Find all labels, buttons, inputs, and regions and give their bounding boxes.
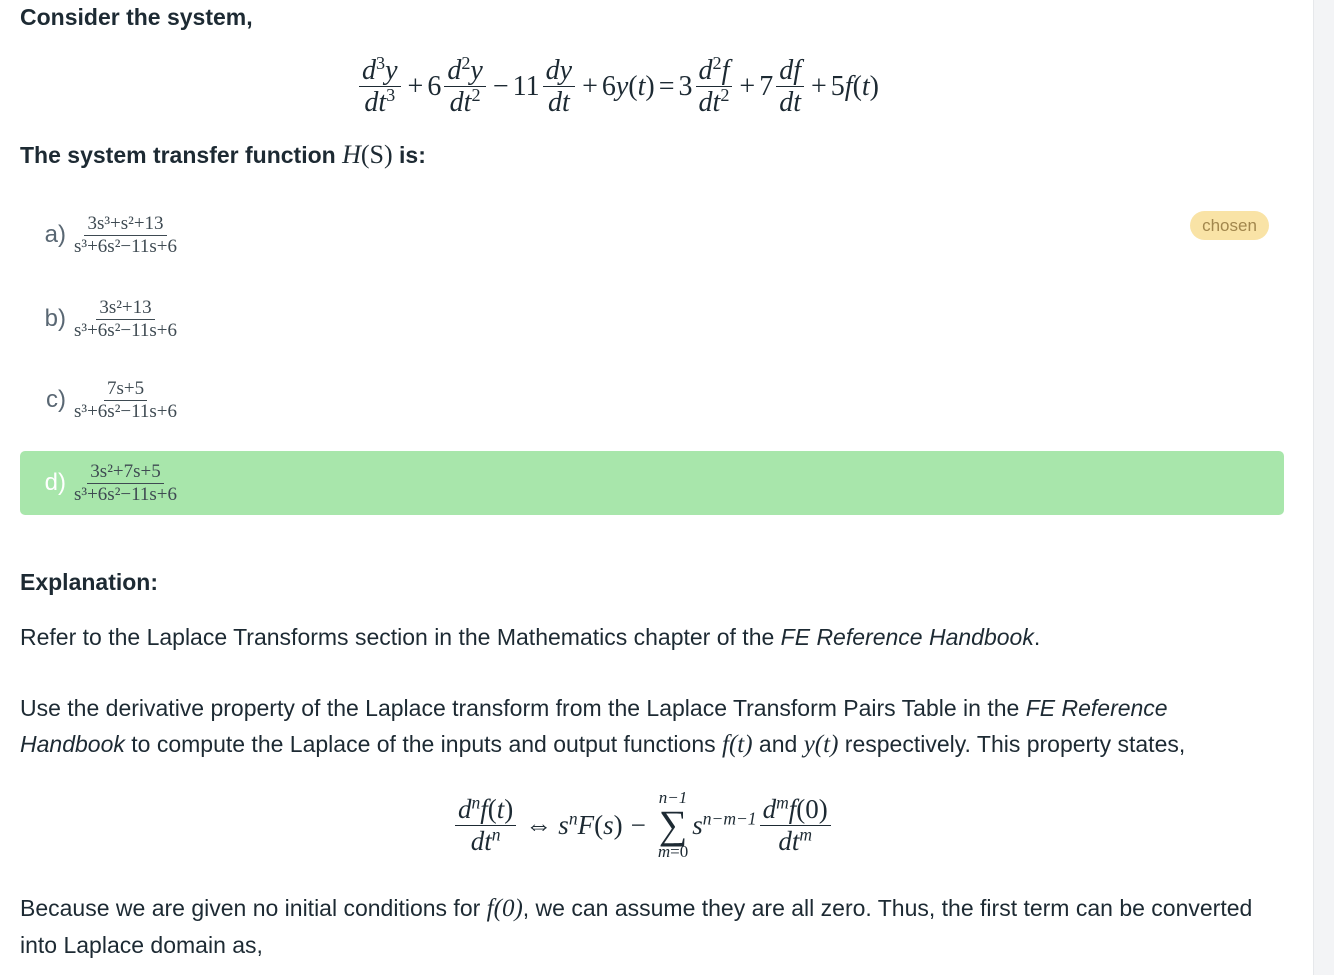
option-c[interactable]	[20, 368, 1284, 432]
explanation-heading: Explanation:	[20, 569, 159, 595]
option-d-correct[interactable]	[20, 451, 1284, 515]
option-fraction: $\frac{\text{3s³+s²+13}}{\text{s³+6s²−11s+6}}$	[74, 212, 178, 257]
option-letter: a)	[44, 221, 66, 248]
option-a[interactable]	[20, 203, 1284, 267]
scrollbar-track[interactable]	[1313, 0, 1334, 975]
explanation-paragraph-1: Refer to the Laplace Transforms section in the Mathematics chapter of the FE Reference Handbook.	[20, 624, 1041, 650]
system-equation: $\frac{d^3y}{dt^3}$ + 6 $\frac{d^2y}{dt^2}$ − 11 $\frac{dy}{dt}$ + 6 y ( t ) = 3 $\frac{d^2f}{dt^2}$ + 7 $\frac{df}{dt}$ + 5 f ( t )	[356, 56, 879, 118]
explanation-paragraph-3: Because we are given no initial conditions for f(0), we can assume they are all zero. Thus, the first term can be converted into Laplace domain as,	[20, 895, 1253, 958]
question-text: The system transfer function H(S) is:	[20, 140, 426, 169]
option-letter: b)	[44, 305, 66, 332]
option-fraction: $\frac{\text{3s²+13}}{\text{s³+6s²−11s+6}}$	[74, 296, 178, 341]
option-fraction: $\frac{7s+5}{\text{s³+6s²−11s+6}}$	[74, 377, 178, 422]
option-letter: d)	[44, 469, 66, 496]
option-fraction: $\frac{\text{3s²+7s+5}}{\text{s³+6s²−11s+6}}$	[74, 460, 178, 505]
option-b[interactable]	[20, 287, 1284, 351]
option-letter: c)	[46, 386, 66, 413]
chosen-badge: chosen	[1190, 211, 1269, 240]
derivative-property-formula: $\frac{d^nf(t)}{dt^n}$ ⇔ $s^nF$ ( s ) − n−1 ∑ m=0 $s^{n-m-1}$ $\frac{d^mf(0)}{dt^m}$	[452, 788, 834, 862]
intro-text: Consider the system,	[20, 4, 253, 30]
explanation-paragraph-2: Use the derivative property of the Laplace transform from the Laplace Transform Pairs Table in the FE Reference Handbook to compute the Laplace of the inputs and output functions f(t) and y(t) respectively. This property states,	[20, 695, 1186, 758]
